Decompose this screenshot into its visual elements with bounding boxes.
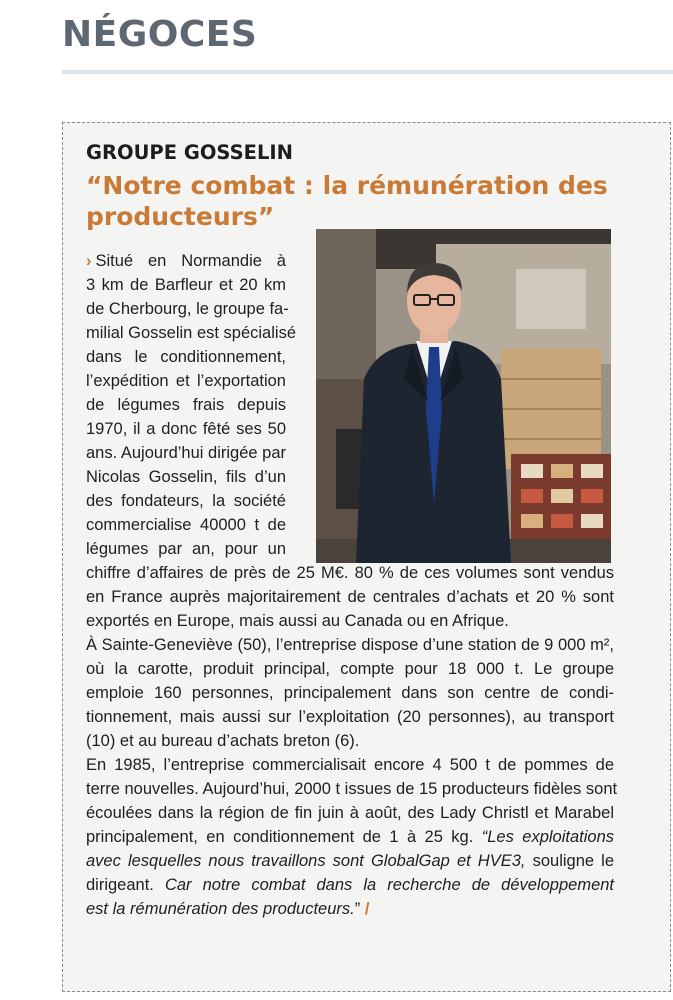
body-line: légumes par an, pour un: [86, 540, 286, 558]
body-line: avec lesquelles nous travaillons sont GlobalGap et HVE3, souligne le: [86, 852, 614, 870]
quote-text: Car notre combat dans la recherche de développement: [164, 876, 615, 894]
section-title: NÉGOCES: [62, 14, 258, 55]
body-line: 3 km de Barfleur et 20 km: [86, 276, 286, 294]
quote-text: est la rémunération des producteurs.: [86, 900, 355, 918]
quote-text: “Les exploitations: [481, 828, 614, 846]
body-line: dirigeant. Car notre combat dans la recherche de développement: [86, 876, 615, 894]
body-line: dans le conditionnement,: [86, 348, 286, 366]
body-line: 1970, il a donc fêté ses 50: [86, 420, 286, 438]
body-line: terre nouvelles. Aujourd’hui, 2000 t issues de 15 producteurs fidèles sont: [86, 780, 618, 798]
portrait-photo: [316, 229, 611, 563]
body-line: emploie 160 personnes, principalement dans son centre de condi-: [86, 684, 614, 702]
body-line: › Situé en Normandie à: [86, 252, 286, 270]
article-headline: “Notre combat : la rémunération des producteurs”: [86, 171, 608, 231]
body-line: (10) et au bureau d’achats breton (6).: [86, 732, 360, 750]
body-line: milial Gosselin est spécialisé: [86, 324, 296, 342]
body-line: l’expédition et l’exportation: [86, 372, 286, 390]
body-line: ans. Aujourd’hui dirigée par: [86, 444, 286, 462]
article-photo: [316, 229, 611, 563]
body-line: écoulées dans la région de fin juin à août, des Lady Christl et Marabel: [86, 804, 614, 822]
body-line: des fondateurs, la société: [86, 492, 286, 510]
section-rule: [62, 70, 673, 74]
body-line: principalement, en conditionnement de 1 à 25 kg. “Les exploitations: [86, 828, 614, 846]
body-line: tionnement, mais aussi sur l’exploitation (20 personnes), au transport: [86, 708, 614, 726]
body-line: où la carotte, produit principal, compte pour 18 000 t. Le groupe: [86, 660, 614, 678]
body-line: est la rémunération des producteurs.” /: [86, 900, 370, 918]
end-mark: /: [364, 900, 370, 918]
bullet-icon: ›: [86, 252, 92, 270]
body-line: En 1985, l’entreprise commercialisait encore 4 500 t de pommes de: [86, 756, 614, 774]
body-line: de légumes frais depuis: [86, 396, 286, 414]
body-line: chiffre d’affaires de près de 25 M€. 80 % de ces volumes sont vendus: [86, 564, 614, 582]
body-line: commercialise 40000 t de: [86, 516, 286, 534]
body-line: Nicolas Gosselin, fils d’un: [86, 468, 286, 486]
body-line: en France auprès majoritairement de centrales d’achats et 20 % sont: [86, 588, 614, 606]
body-line: À Sainte-Geneviève (50), l’entreprise dispose d’une station de 9 000 m²,: [86, 636, 614, 654]
quote-text: avec lesquelles nous travaillons sont GlobalGap et HVE3,: [86, 852, 526, 870]
article-kicker: GROUPE GOSSELIN: [86, 141, 293, 164]
body-line: de Cherbourg, le groupe fa-: [86, 300, 289, 318]
body-line: exportés en Europe, mais aussi au Canada ou en Afrique.: [86, 612, 509, 630]
